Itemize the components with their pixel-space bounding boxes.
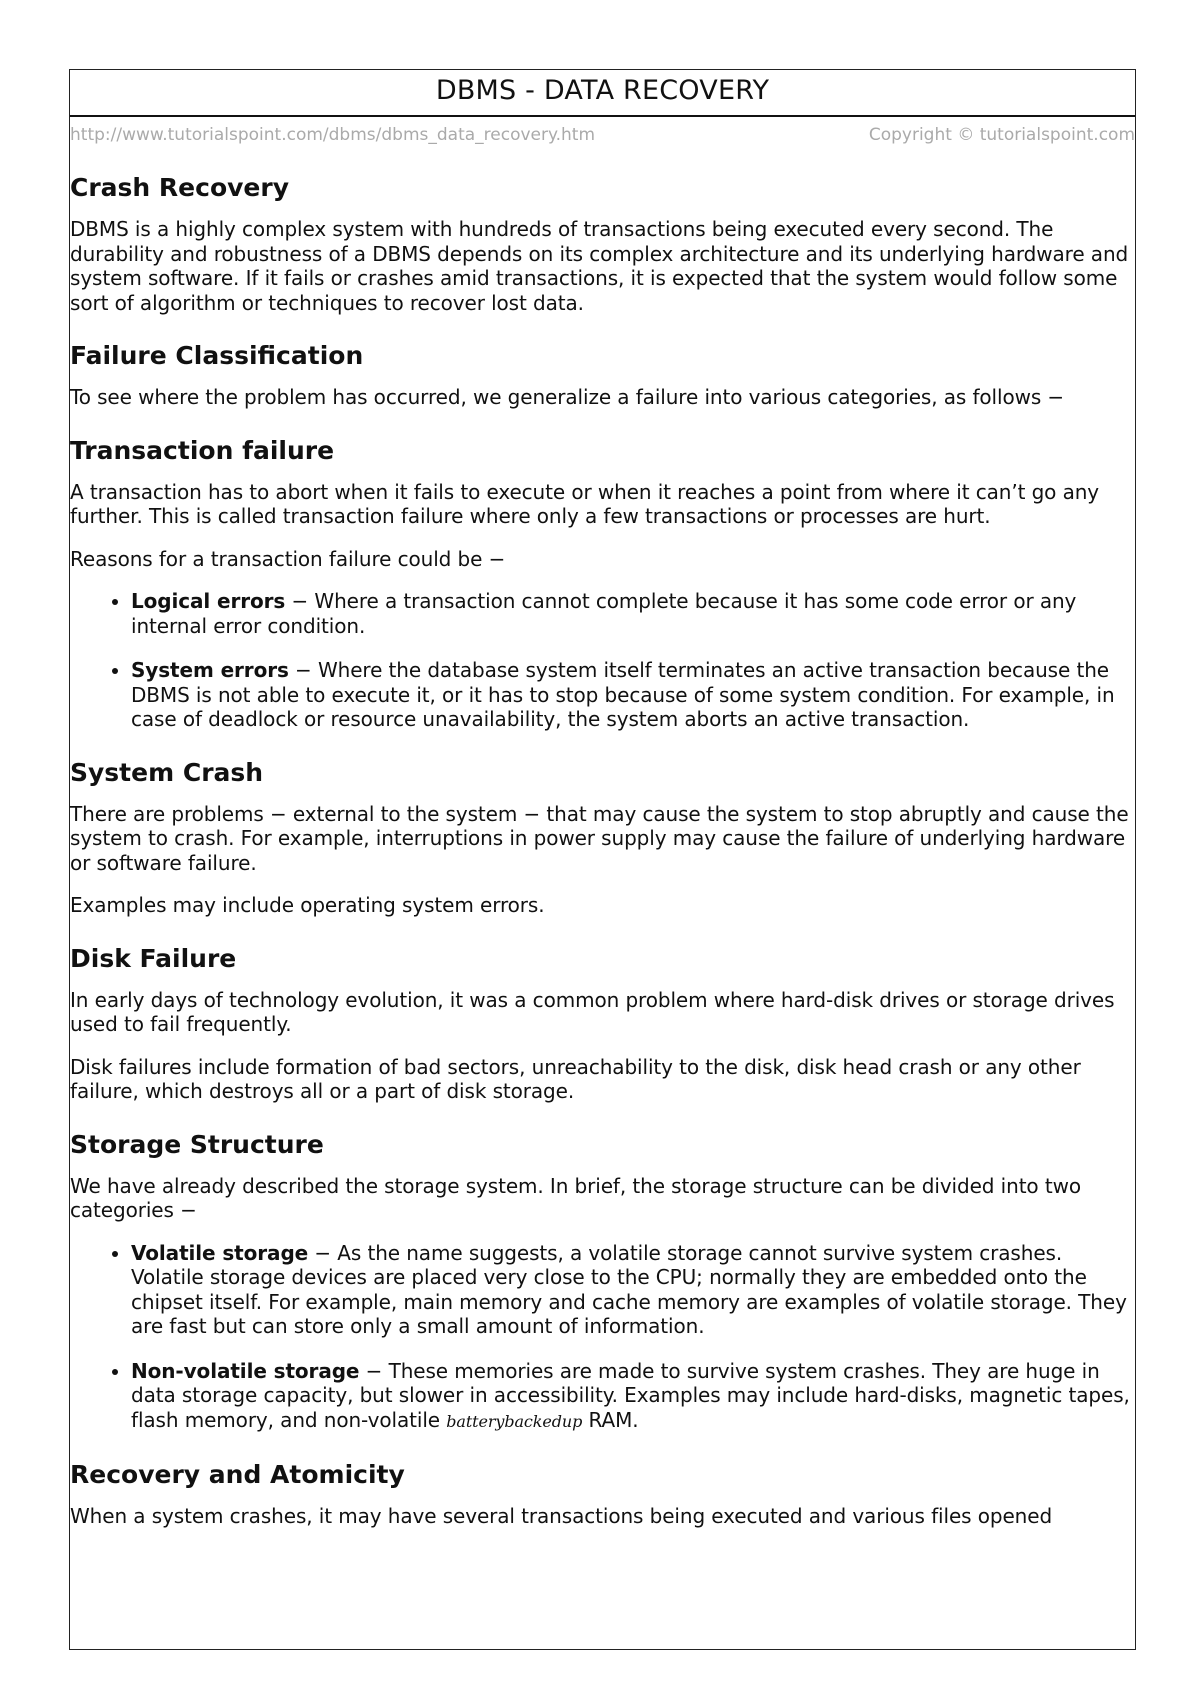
list-item-term: Volatile storage bbox=[131, 1240, 309, 1265]
list-item-text: − Where a transaction cannot complete because it has some code error or any internal error condition. bbox=[131, 589, 1077, 638]
paragraph: There are problems − external to the system − that may cause the system to stop abruptly and cause the system to crash. For example, interruptions in power supply may cause the failure of underlying hardware or software failure. bbox=[70, 801, 1129, 875]
paragraph: A transaction has to abort when it fails to execute or when it reaches a point from where it can’t go any further. This is called transaction failure where only a few transactions or processes are hurt. bbox=[70, 479, 1100, 528]
heading-system-crash: System Crash bbox=[70, 757, 264, 787]
paragraph: In early days of technology evolution, it was a common problem where hard-disk drives or storage drives used to fail frequently. bbox=[70, 987, 1115, 1036]
source-url[interactable]: http://www.tutorialspoint.com/dbms/dbms_data_recovery.htm bbox=[70, 125, 596, 145]
list-item-term: System errors bbox=[131, 658, 289, 682]
bullet-list bbox=[70, 1241, 1135, 1435]
paragraph: We have already described the storage system. In brief, the storage structure can be divided into two categories − bbox=[70, 1173, 1081, 1222]
bullet-list bbox=[70, 589, 1135, 732]
page-title: DBMS - DATA RECOVERY bbox=[70, 70, 1135, 117]
heading-recovery-atomicity: Recovery and Atomicity bbox=[70, 1460, 405, 1489]
list-item-text: − These memories are made to survive system crashes. They are huge in data storage capacity, but slower in accessibility. Examples may include hard-disks, magnetic tapes, flash memory, and non-volatile bbox=[131, 1358, 1130, 1432]
list-item-term: Logical errors bbox=[131, 589, 286, 613]
meta-row bbox=[70, 117, 1135, 155]
list-item-text: − As the name suggests, a volatile storage cannot survive system crashes. Volatile storage devices are placed very close to the CPU; normally they are embedded onto the chipset itself. For example, main memory and cache memory are examples of volatile storage. They are fast but can store only a small amount of information. bbox=[131, 1240, 1127, 1338]
paragraph: To see where the problem has occurred, we generalize a failure into various categories, as follows − bbox=[70, 385, 1065, 409]
page-frame bbox=[69, 69, 1136, 1650]
list-item bbox=[131, 589, 1135, 638]
paragraph: Examples may include operating system errors. bbox=[70, 893, 545, 917]
list-item-italic: batterybackedup bbox=[446, 1411, 583, 1431]
list-item bbox=[131, 658, 1135, 732]
list-item-text: RAM. bbox=[582, 1407, 639, 1432]
paragraph: DBMS is a highly complex system with hundreds of transactions being executed every second. The durability and robustness of a DBMS depends on its complex architecture and its underlying hardware and system software. If it fails or crashes amid transactions, it is expected that the system would follow some sort of algorithm or techniques to recover lost data. bbox=[70, 217, 1129, 315]
heading-disk-failure: Disk Failure bbox=[70, 943, 237, 973]
article-content bbox=[70, 173, 1135, 1529]
list-item bbox=[131, 1359, 1135, 1435]
heading-crash-recovery: Crash Recovery bbox=[70, 173, 290, 202]
copyright-notice: Copyright © tutorialspoint.com bbox=[868, 125, 1135, 145]
paragraph: When a system crashes, it may have several transactions being executed and various files opened bbox=[70, 1504, 1053, 1528]
heading-storage-structure: Storage Structure bbox=[70, 1129, 324, 1159]
list-item bbox=[131, 1241, 1135, 1339]
list-item-text: − Where the database system itself terminates an active transaction because the DBMS is not able to execute it, or it has to stop because of some system condition. For example, in case of deadlock or resource unavailability, the system aborts an active transaction. bbox=[131, 658, 1115, 731]
heading-transaction-failure: Transaction failure bbox=[70, 435, 335, 465]
heading-failure-classification: Failure Classification bbox=[70, 341, 364, 370]
paragraph: Reasons for a transaction failure could be − bbox=[70, 546, 506, 571]
paragraph: Disk failures include formation of bad sectors, unreachability to the disk, disk head crash or any other failure, which destroys all or a part of disk storage. bbox=[70, 1054, 1081, 1103]
list-item-term: Non-volatile storage bbox=[131, 1358, 360, 1383]
